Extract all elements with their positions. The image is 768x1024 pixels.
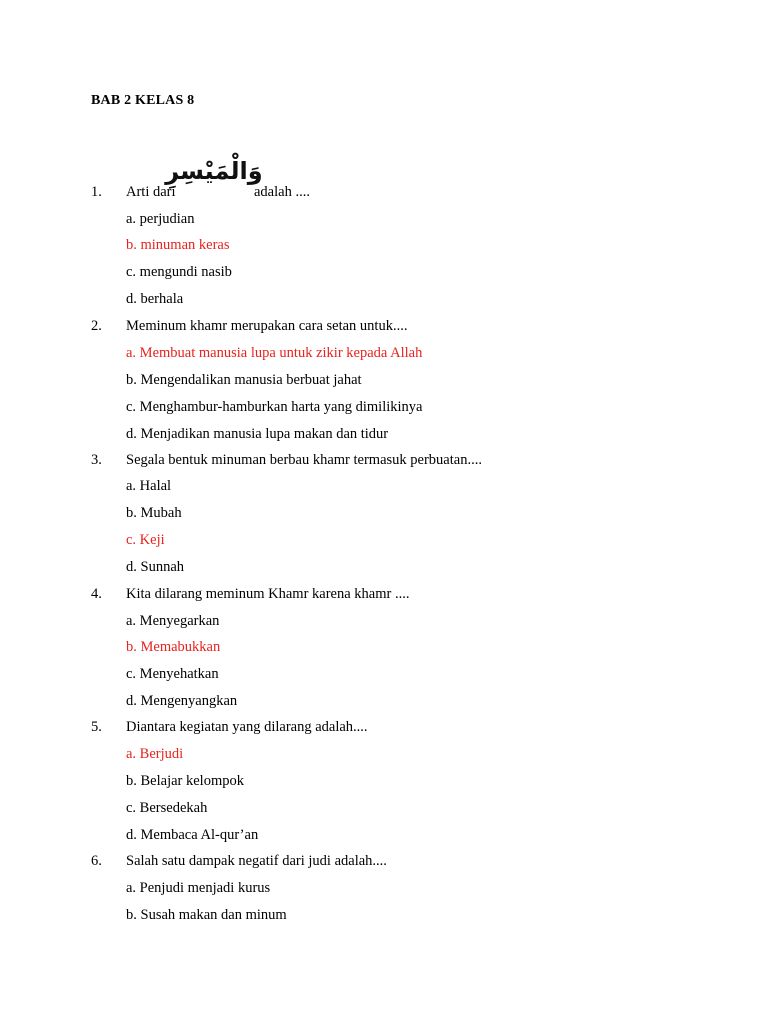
- question-text: Kita dilarang meminum Khamr karena khamr ....: [126, 586, 410, 602]
- option: a. Halal: [126, 478, 172, 494]
- question-number: 3.: [91, 452, 102, 468]
- question-text-after: adalah ....: [254, 184, 310, 200]
- option: b. Mubah: [126, 505, 182, 521]
- question-number: 5.: [91, 719, 102, 735]
- option: b. Susah makan dan minum: [126, 907, 287, 923]
- question-number: 4.: [91, 586, 102, 602]
- question-text-before: Arti dari: [126, 184, 176, 200]
- option: c. mengundi nasib: [126, 264, 232, 280]
- option: c. Menghambur-hamburkan harta yang dimilikinya: [126, 399, 423, 415]
- option: d. Sunnah: [126, 559, 184, 575]
- option: b. Belajar kelompok: [126, 773, 244, 789]
- option-correct: a. Berjudi: [126, 746, 184, 762]
- option-correct: a. Membuat manusia lupa untuk zikir kepada Allah: [126, 345, 423, 361]
- option: d. Membaca Al-qur’an: [126, 827, 259, 843]
- arabic-calligraphy-image: [165, 145, 263, 193]
- option: c. Bersedekah: [126, 800, 208, 816]
- option: d. Mengenyangkan: [126, 693, 238, 709]
- option: b. Mengendalikan manusia berbuat jahat: [126, 372, 362, 388]
- option: d. berhala: [126, 291, 184, 307]
- question-text: Salah satu dampak negatif dari judi adalah....: [126, 853, 387, 869]
- question-number: 1.: [91, 184, 102, 200]
- question-number: 6.: [91, 853, 102, 869]
- question-number: 2.: [91, 318, 102, 334]
- option-correct: b. minuman keras: [126, 237, 230, 253]
- question-text: Meminum khamr merupakan cara setan untuk....: [126, 318, 408, 334]
- option: c. Menyehatkan: [126, 666, 219, 682]
- option: a. Menyegarkan: [126, 613, 220, 629]
- question-text: Diantara kegiatan yang dilarang adalah....: [126, 719, 368, 735]
- option-correct: b. Memabukkan: [126, 639, 221, 655]
- option-correct: c. Keji: [126, 532, 165, 548]
- question-text: Segala bentuk minuman berbau khamr termasuk perbuatan....: [126, 452, 482, 468]
- option: a. perjudian: [126, 211, 195, 227]
- option: a. Penjudi menjadi kurus: [126, 880, 271, 896]
- page-title: BAB 2 KELAS 8: [91, 93, 195, 108]
- option: d. Menjadikan manusia lupa makan dan tidur: [126, 426, 389, 442]
- arabic-word: وَالْمَيْسِرِ: [165, 157, 263, 185]
